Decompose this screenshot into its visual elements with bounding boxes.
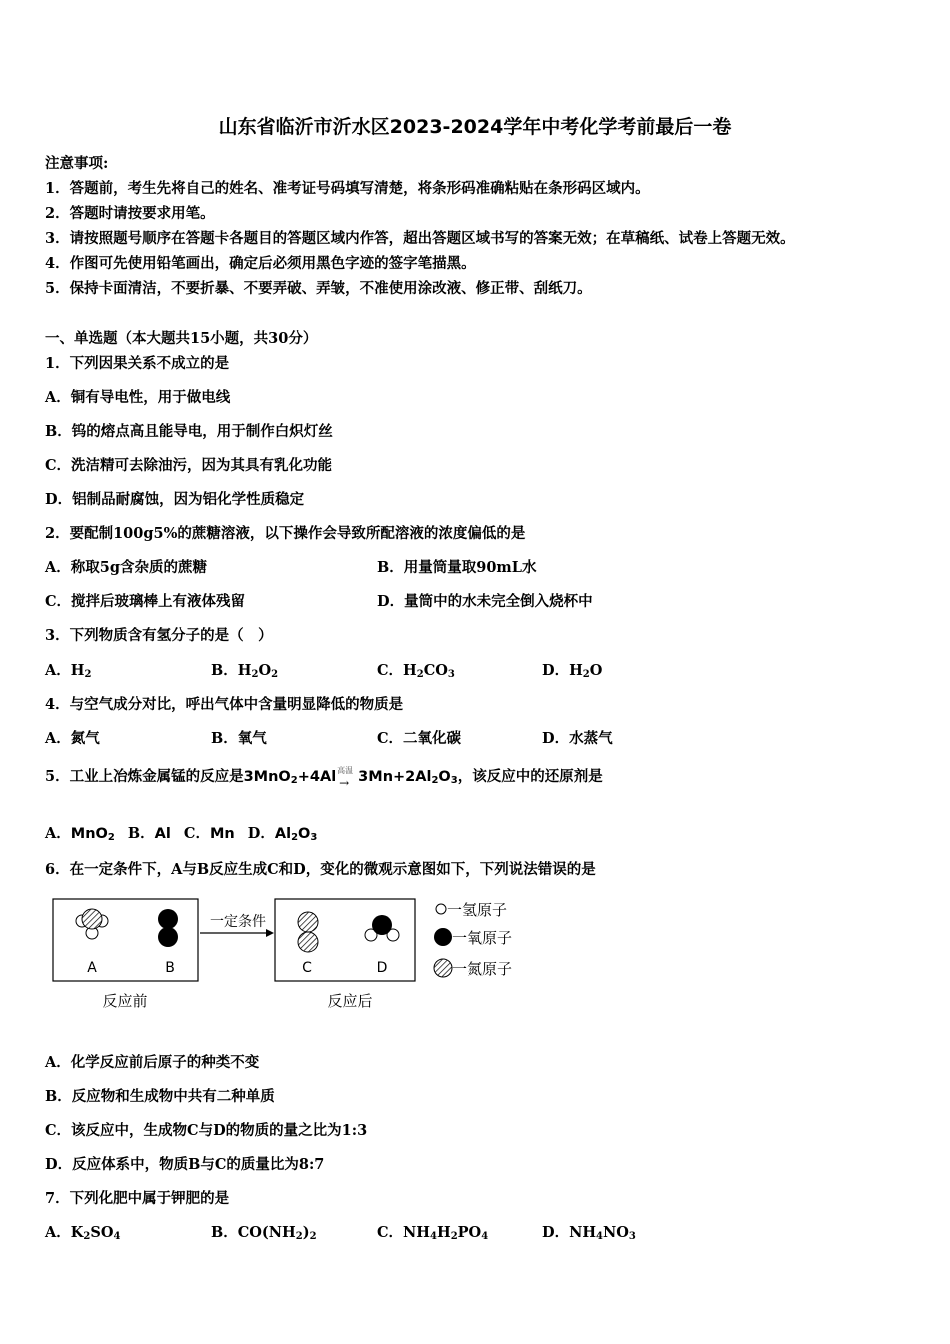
question-5-option-b: B．Al (127, 825, 171, 842)
question-2-option-c: C．搅拌后玻璃棒上有液体残留 (45, 593, 246, 610)
question-7-option-a: A．$K_2SO_4$ (45, 1224, 121, 1242)
question-1-option-d: D．铝制品耐腐蚀，因为铝化学性质稳定 (45, 491, 305, 508)
formula: $H_2O_2$ (237, 662, 279, 680)
question-2-stem: 2．要配制100g5%的蔗糖溶液，以下操作会导致所配溶液的浓度偏低的是 (45, 525, 526, 542)
question-1-option-a: A．铜有导电性，用于做电线 (45, 389, 231, 406)
arrow-head-icon (266, 929, 274, 937)
question-6-option-b: B．反应物和生成物中共有二种单质 (45, 1088, 275, 1105)
equation-right: $3Mn+2Al_2O_3$ (358, 769, 458, 786)
notice-item: 3．请按照题号顺序在答题卡各题目的答题区域内作答，超出答题区域书写的答案无效；在草稿纸、试卷上答题无效。 (45, 230, 795, 247)
question-6-option-c: C．该反应中，生成物C与D的物质的量之比为1:3 (45, 1122, 368, 1139)
formula: $NH_4NO_3$ (569, 1224, 636, 1242)
label-a: A (87, 960, 97, 976)
question-7-stem: 7．下列化肥中属于钾肥的是 (45, 1190, 230, 1207)
molecule-b (158, 909, 178, 947)
option-letter: A． (45, 662, 71, 679)
question-4-option-b: B．氧气 (211, 730, 267, 747)
question-1-stem: 1．下列因果关系不成立的是 (45, 355, 230, 372)
molecule-d (365, 915, 399, 941)
notice-header: 注意事项: (45, 155, 109, 172)
formula: $NH_4H_2PO_4$ (403, 1224, 489, 1242)
notice-item: 4．作图可先使用铅笔画出，确定后必须用黑色字迹的签字笔描黑。 (45, 255, 476, 272)
page-title: 山东省临沂市沂水区2023-2024学年中考化学考前最后一卷 (218, 116, 732, 138)
section-heading: 一、单选题（本大题共15小题，共30分） (45, 330, 318, 347)
question-4-option-d: D．水蒸气 (542, 730, 613, 747)
question-1-option-c: C．洗洁精可去除油污，因为其具有乳化功能 (45, 457, 333, 474)
question-6-option-a: A．化学反应前后原子的种类不变 (45, 1054, 260, 1071)
before-caption: 反应前 (102, 992, 148, 1010)
legend-h: 一氢原子 (447, 901, 508, 919)
molecule-a (76, 909, 108, 939)
question-5-option-c: C．Mn (183, 825, 235, 842)
reaction-diagram-svg (50, 893, 540, 1018)
question-3-option-c (377, 659, 455, 680)
legend-n: 一氮原子 (452, 960, 513, 978)
equation-left: 3MnO$_2$+4Al (243, 769, 337, 786)
question-3-stem: 3．下列物质含有氢分子的是（ ） (45, 627, 273, 644)
notice-item: 1．答题前，考生先将自己的姓名、准考证号码填写清楚，将条形码准确粘贴在条形码区域内。 (45, 180, 650, 197)
question-3-option-d (542, 659, 602, 680)
question-2-option-d: D．量筒中的水未完全倒入烧杯中 (377, 593, 593, 610)
option-letter: B． (211, 662, 238, 679)
label-b: B (165, 960, 175, 976)
question-7-option-c: C．$NH_4H_2PO_4$ (377, 1224, 489, 1242)
question-4-option-c: C．二氧化碳 (377, 730, 462, 747)
formula: $H_2O$ (569, 662, 603, 680)
label-c: C (302, 960, 312, 976)
legend-n-icon (434, 959, 452, 977)
formula: $H_2CO_3$ (403, 662, 455, 680)
legend-o-icon (434, 928, 452, 946)
question-7-option-d: D．$NH_4NO_3$ (542, 1224, 636, 1242)
formula: $K_2SO_4$ (70, 1224, 121, 1242)
question-5-option-a: A．MnO$_2$ (45, 825, 115, 843)
question-4-stem: 4．与空气成分对比，呼出气体中含量明显降低的物质是 (45, 696, 404, 713)
question-2-option-a: A．称取5g含杂质的蔗糖 (45, 559, 207, 576)
question-6-stem: 6．在一定条件下，A与B反应生成C和D，变化的微观示意图如下，下列说法错误的是 (45, 861, 596, 878)
option-letter: C． (377, 662, 404, 679)
question-6-option-d: D．反应体系中，物质B与C的质量比为8:7 (45, 1156, 325, 1173)
formula: $H_2$ (70, 662, 92, 680)
notice-item: 2．答题时请按要求用笔。 (45, 205, 215, 222)
molecule-c (298, 912, 318, 952)
legend-o: 一氧原子 (452, 929, 513, 947)
condition-text: 一定条件 (210, 914, 266, 930)
question-3-option-b (211, 659, 278, 680)
question-3-option-a (45, 659, 91, 680)
label-d: D (376, 960, 388, 976)
question-7-option-b: B．$CO(NH_2)_2$ (211, 1224, 317, 1242)
legend-h-icon (436, 904, 446, 914)
after-caption: 反应后 (327, 992, 373, 1010)
question-5-option-d: D．$Al_2O_3$ (247, 825, 318, 843)
option-letter: D． (542, 662, 570, 679)
formula: $CO(NH_2)_2$ (237, 1224, 317, 1242)
reaction-arrow: 高温 → (337, 766, 354, 790)
question-5-options (45, 822, 317, 843)
question-4-option-a: A．氮气 (45, 730, 100, 747)
notice-item: 5．保持卡面清洁，不要折暴、不要弄破、弄皱，不准使用涂改液、修正带、刮纸刀。 (45, 280, 592, 297)
question-1-option-b: B．钨的熔点高且能导电，用于制作白炽灯丝 (45, 423, 333, 440)
question-2-option-b: B．用量筒量取90mL水 (377, 559, 537, 576)
question-5-stem: 5．工业上冶炼金属锰的反应是3MnO$_2$+4Al 高温 → $3Mn+2Al_2O_3$，该反应中的还原剂是 (45, 766, 603, 790)
reaction-diagram (50, 893, 540, 1018)
